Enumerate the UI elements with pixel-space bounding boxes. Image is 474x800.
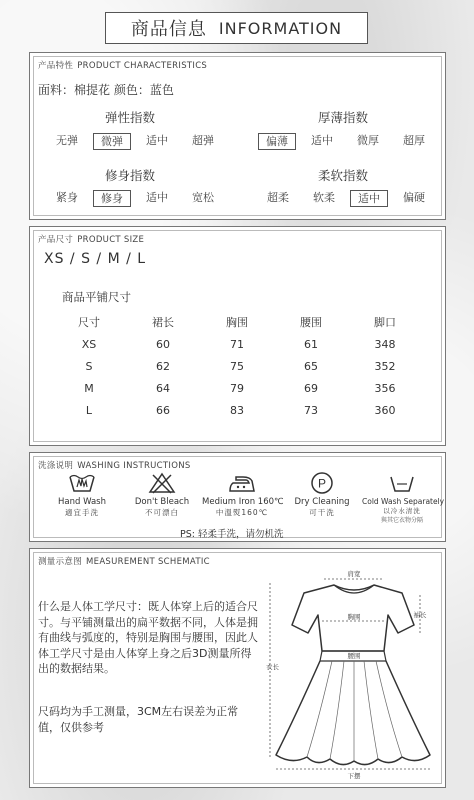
table-row — [52, 399, 422, 421]
fit-title: 修身指数 — [104, 168, 155, 183]
section-heading-en: PRODUCT SIZE — [77, 235, 145, 245]
table-cell: 356 — [374, 381, 396, 395]
care-label-en: Don't Bleach — [134, 497, 190, 507]
option: 超弹 — [192, 134, 214, 147]
dress-diagram — [262, 565, 442, 781]
option: 偏硬 — [403, 191, 425, 204]
option: 微厚 — [357, 134, 379, 147]
table-header-row — [52, 311, 422, 333]
size-table — [52, 311, 422, 421]
section-heading — [38, 555, 210, 567]
care-label-zh: 可干洗 — [309, 508, 335, 517]
care-item-no-bleach — [122, 471, 202, 524]
thickness-title: 厚薄指数 — [317, 110, 368, 125]
length-label: 衣长 — [266, 663, 279, 671]
table-cell: 71 — [230, 337, 244, 351]
care-label-en: Medium Iron 160℃ — [202, 497, 284, 507]
table-cell: 66 — [156, 403, 170, 417]
table-cell: M — [84, 381, 94, 395]
option: 无弹 — [56, 134, 78, 147]
option: 适中 — [146, 191, 168, 204]
fit-options — [44, 190, 226, 207]
option-selected: 微弹 — [93, 133, 131, 150]
table-cell: 360 — [374, 403, 396, 417]
option-selected: 适中 — [350, 190, 388, 207]
table-cell: L — [85, 403, 93, 417]
table-cell: 64 — [156, 381, 170, 395]
care-label-en: Cold Wash Separately — [362, 497, 445, 506]
ergonomic-size-explanation: 什么是人体工学尺寸：既人体穿上后的适合尺寸。与平铺测量出的扁平数据不同，人体是拥有曲线与弧度的，特别是胸围与腰围，因此人体工学尺寸是由人体穿上身之后3D测量所得出的数据结果。 — [38, 600, 258, 675]
option: 软柔 — [313, 191, 335, 204]
column-header: 尺寸 — [78, 316, 100, 329]
care-item-hand-wash — [42, 471, 122, 524]
section-heading-zh: 洗涤说明 — [38, 461, 74, 471]
iron-icon — [227, 471, 257, 495]
option: 超柔 — [267, 191, 289, 204]
measurement-schematic-section — [29, 548, 446, 788]
table-row — [52, 355, 422, 377]
option-selected: 修身 — [93, 190, 131, 207]
measurement-error-note: 尺码均为手工测量，3CM左右误差为正常值，仅供参考 — [38, 705, 239, 734]
option: 超厚 — [403, 134, 425, 147]
care-label-zh: 不可漂白 — [145, 508, 179, 517]
column-header: 脚口 — [374, 316, 396, 329]
softness-options — [255, 190, 437, 207]
column-header: 裙长 — [152, 316, 174, 329]
waist-label: 腰围 — [347, 652, 361, 660]
elasticity-options — [44, 133, 226, 150]
column-header: 胸围 — [226, 316, 248, 329]
table-cell: 79 — [230, 381, 244, 395]
table-row — [52, 377, 422, 399]
section-heading — [38, 59, 207, 71]
fabric-color-line: 面料：棉提花 颜色：蓝色 — [38, 83, 174, 97]
table-cell: 348 — [374, 337, 396, 351]
washing-note: PS: 轻柔手洗，请勿机洗 — [180, 529, 284, 540]
page-title-en: INFORMATION — [218, 18, 343, 38]
table-cell: 83 — [230, 403, 244, 417]
care-item-dry-clean — [282, 471, 362, 524]
column-header: 腰围 — [300, 316, 322, 329]
table-cell: 352 — [374, 359, 396, 373]
svg-text:P: P — [317, 476, 327, 491]
section-heading-en: MEASUREMENT SCHEMATIC — [86, 557, 210, 567]
available-sizes: XS / S / M / L — [44, 251, 147, 267]
option: 紧身 — [56, 191, 78, 204]
product-characteristics-section — [29, 52, 446, 220]
care-label-en: Hand Wash — [58, 497, 106, 507]
care-label-zh: 以冷水清洗 — [383, 507, 421, 515]
section-heading-zh: 测量示意图 — [38, 557, 83, 567]
bust-label: 胸围 — [347, 613, 361, 621]
cold-wash-icon — [387, 471, 417, 495]
care-item-cold-wash — [362, 471, 445, 524]
table-cell: 75 — [230, 359, 244, 373]
care-item-iron — [202, 471, 282, 524]
page-title-box — [105, 12, 368, 44]
washing-instructions-section — [29, 452, 446, 542]
section-heading-en: PRODUCT CHARACTERISTICS — [77, 61, 208, 71]
section-heading-en: WASHING INSTRUCTIONS — [77, 461, 191, 471]
care-label-zh-2: 與其它衣物分隔 — [380, 517, 423, 524]
no-bleach-icon — [147, 471, 177, 495]
thickness-options — [255, 133, 437, 150]
care-label-zh: 中溫熨160℃ — [215, 508, 269, 517]
section-heading — [38, 233, 144, 245]
table-cell: 69 — [304, 381, 318, 395]
section-heading-zh: 产品特性 — [38, 61, 74, 71]
table-cell: 61 — [304, 337, 318, 351]
option: 适中 — [146, 134, 168, 147]
product-size-section — [29, 226, 446, 446]
section-heading — [38, 459, 191, 471]
table-row — [52, 333, 422, 355]
table-cell: 65 — [304, 359, 318, 373]
care-label-en: Dry Cleaning — [294, 497, 350, 507]
option: 适中 — [311, 134, 333, 147]
page-title-zh: 商品信息 — [130, 19, 207, 40]
softness-title: 柔软指数 — [317, 168, 368, 183]
table-cell: S — [85, 359, 93, 373]
care-label-zh: 適宜手洗 — [65, 508, 99, 517]
table-cell: 73 — [304, 403, 318, 417]
hem-label: 下摆 — [347, 772, 361, 780]
option: 宽松 — [192, 191, 214, 204]
table-cell: 62 — [156, 359, 170, 373]
elasticity-title: 弹性指数 — [104, 110, 155, 125]
size-table-title: 商品平铺尺寸 — [62, 290, 131, 304]
care-symbols — [42, 471, 445, 524]
table-cell: XS — [81, 337, 97, 351]
dry-clean-icon — [307, 471, 337, 495]
sleeve-label: 袖长 — [413, 611, 427, 619]
shoulder-label: 肩宽 — [347, 570, 361, 578]
table-cell: 60 — [156, 337, 170, 351]
hand-wash-icon — [67, 471, 97, 495]
option-selected: 偏薄 — [258, 133, 296, 150]
section-heading-zh: 产品尺寸 — [38, 235, 74, 245]
